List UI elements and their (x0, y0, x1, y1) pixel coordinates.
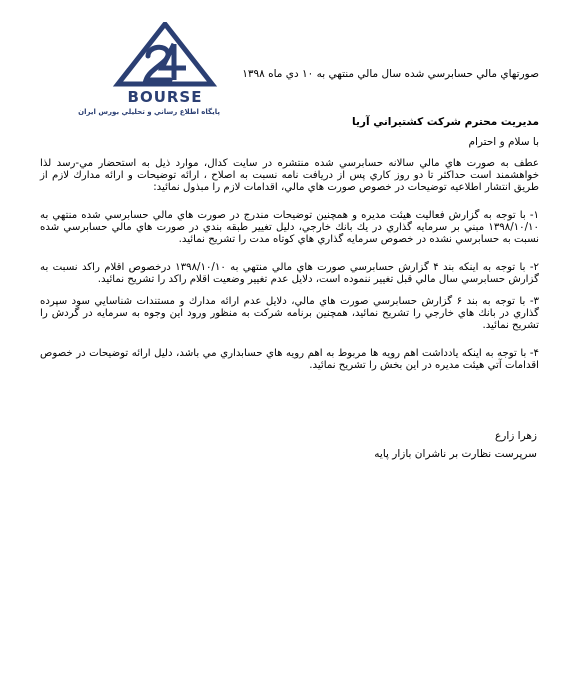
letter-subject: صورتهاي مالي حسابرسي شده سال مالي منتهي به ۱۰ دي ماه ۱۳۹۸ (242, 68, 539, 80)
signer-title: سرپرست نظارت بر ناشران بازار پايه (374, 448, 537, 460)
letter-item-1: ۱- با توجه به گزارش فعاليت هيئت مديره و همچنين توضيحات مندرج در صورت هاي مالي حسابرسي شده منتهي به ۱۳۹۸/۱۰/۱۰ مبني بر سرمايه گذاري در يك بانك خارجي، دليل تغيير طبقه بندي در صورت هاي مالي حسابرسي شده نسبت به حسابرسي نشده در خصوص سرمايه گذاري هاي كوتاه مدت را تشريح نمائيد. (40, 210, 539, 245)
letter-item-2: ۲- با توجه به اينكه بند ۴ گزارش حسابرسي صورت هاي مالي منتهي به ۱۳۹۸/۱۰/۱۰ درخصوص اقلام راكد نسبت به گزارش حسابرسي سال مالي قبل تغيير ننموده است، دلايل عدم تغيير وضعيت اقلام راكد را تشريح نمائيد. (40, 262, 539, 285)
logo-subtitle: پايگاه اطلاع رساني و تحليلي بورس ايران (78, 108, 220, 116)
letter-item-4: ۴- با توجه به اينكه يادداشت اهم رويه ها مربوط به اهم رويه هاي حسابداري مي باشد، دليل ارائه توضيحات در خصوص اقدامات آتي هيئت مديره در اين بخش را تشريح نمائيد. (40, 348, 539, 371)
letter-addressee: مديريت محترم شركت كشتيراني آريا (352, 116, 539, 128)
letter-greeting: با سلام و احترام (468, 136, 539, 148)
bourse-logo (78, 22, 220, 127)
letter-item-3: ۳- با توجه به بند ۶ گزارش حسابرسي صورت هاي مالي، دلايل عدم ارائه مدارك و مستندات شناسايي سود سپرده گذاري در بانك هاي خارجي را تشريح نمائيد، همچنين برنامه شركت به منظور ورود اين وجوه به سرمايه در گردش را تشريح نمائيد. (40, 296, 539, 331)
letter-intro: عطف به صورت هاي مالي سالانه حسابرسي شده منتشره در سايت كدال، موارد ذيل به استحضار مي-رسد لذا خواهشمند است حداكثر تا دو روز كاري پس از دريافت نامه نسبت به اصلاح ، ارائه توضيحات و ارائه مدارك لازم از طريق انتشار اطلاعيه توضيحات در خصوص صورت هاي مالي، اقدامات لازم را مبذول نمائيد: (40, 158, 539, 193)
signer-name: زهرا زارع (495, 430, 537, 442)
logo-emblem-icon (110, 22, 220, 88)
logo-wordmark: BOURSE (127, 88, 203, 106)
